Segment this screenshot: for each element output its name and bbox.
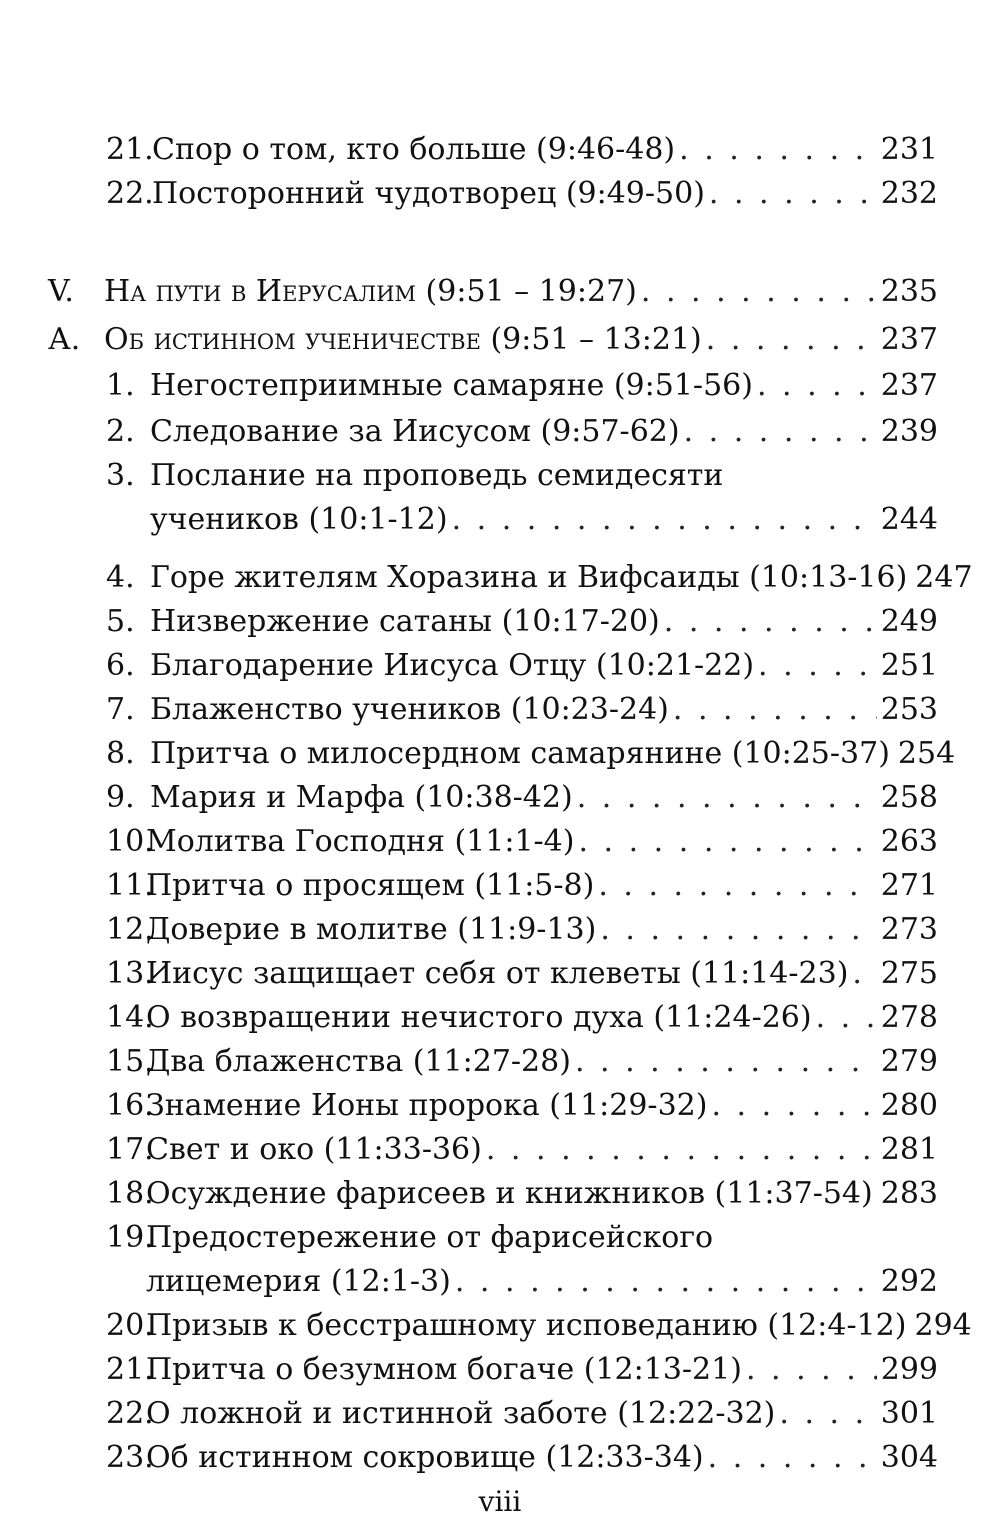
entry-title: учеников (10:1-12): [150, 502, 448, 537]
entry-title: Доверие в молитве (11:9-13): [146, 912, 597, 947]
toc-entry: [106, 1350, 938, 1390]
entry-number: 20.: [106, 1308, 154, 1343]
subsection-title: Об истинном ученичестве (9:51 – 13:21): [104, 322, 702, 357]
toc-entry: [106, 1306, 972, 1346]
entry-number: 9.: [106, 780, 135, 815]
entry-title: Следование за Иисусом (9:57-62): [150, 414, 680, 449]
entry-title: Иисус защищает себя от клеветы (11:14-23): [146, 956, 849, 991]
toc-entry: [106, 690, 938, 730]
toc-entry: [146, 1262, 938, 1302]
leader-dots: [577, 778, 877, 818]
leader-dots: [708, 1438, 877, 1478]
entry-page: 304: [880, 1440, 938, 1475]
entry-page: 275: [880, 956, 938, 991]
leader-dots: [746, 1350, 877, 1390]
entry-number: 8.: [106, 736, 135, 771]
entry-title: Спор о том, кто больше (9:46-48): [152, 132, 676, 167]
entry-number: 13.: [106, 956, 154, 991]
leader-dots: [673, 690, 877, 730]
toc-entry: [106, 1438, 938, 1478]
entry-title-line1: Послание на проповедь семидесяти: [150, 458, 724, 493]
section-page: 235: [880, 274, 938, 309]
entry-title: О возвращении нечистого духа (11:24-26): [146, 1000, 812, 1035]
leader-dots: [578, 822, 876, 862]
entry-title: Два блаженства (11:27-28): [146, 1044, 571, 1079]
entry-page: 279: [880, 1044, 938, 1079]
toc-entry: [106, 1394, 938, 1434]
entry-number: 10.: [106, 824, 154, 859]
subsection-number: А.: [48, 322, 81, 357]
entry-page: 231: [880, 132, 938, 167]
entry-page: 263: [880, 824, 938, 859]
entry-page: 280: [880, 1088, 938, 1123]
entry-page: 278: [880, 1000, 938, 1035]
entry-title: Негостеприимные самаряне (9:51-56): [150, 368, 753, 403]
entry-page: 237: [880, 368, 938, 403]
entry-page: 301: [880, 1396, 938, 1431]
entry-page: 254: [897, 736, 956, 771]
leader-dots: [664, 602, 877, 642]
entry-title: Благодарение Иисуса Отцу (10:21-22): [150, 648, 755, 683]
entry-number: 2.: [106, 414, 135, 449]
entry-page: 239: [880, 414, 938, 449]
leader-dots: [757, 366, 877, 406]
entry-number: 19.: [106, 1220, 154, 1255]
leader-dots: [486, 1130, 877, 1170]
entry-number: 22.: [106, 176, 154, 211]
section-title: На пути в Иерусалим (9:51 – 19:27): [104, 274, 637, 309]
toc-entry: [106, 1130, 938, 1170]
entry-title: Низвержение сатаны (10:17-20): [150, 604, 660, 639]
entry-number: 15.: [106, 1044, 154, 1079]
entry-number: 7.: [106, 692, 135, 727]
entry-page: 232: [880, 176, 938, 211]
entry-page: 247: [915, 560, 973, 595]
entry-page: 271: [880, 868, 938, 903]
leader-dots: [758, 646, 877, 686]
toc-entry: [106, 1086, 938, 1126]
subsection-page: 237: [880, 322, 938, 357]
entry-page: 251: [880, 648, 938, 683]
page-folio: viii: [478, 1485, 522, 1518]
leader-dots: [816, 998, 877, 1038]
toc-entry: [106, 130, 938, 170]
entry-number: 18.: [106, 1176, 154, 1211]
entry-number: 3.: [106, 458, 135, 493]
toc-entry: [106, 954, 938, 994]
entry-title: Блаженство учеников (10:23-24): [150, 692, 669, 727]
leader-dots: [684, 412, 877, 452]
entry-title: Свет и око (11:33-36): [146, 1132, 482, 1167]
entry-title: Притча о просящем (11:5-8): [146, 868, 595, 903]
entry-number: 21.: [106, 1352, 154, 1387]
toc-entry: [106, 866, 938, 906]
toc-entry: [106, 366, 938, 406]
leader-dots: [598, 866, 876, 906]
entry-page: 294: [914, 1308, 972, 1343]
leader-dots: [600, 910, 876, 950]
entry-title: О ложной и истинной заботе (12:22-32): [146, 1396, 776, 1431]
entry-number: 21.: [106, 132, 154, 167]
entry-number: 17.: [106, 1132, 154, 1167]
entry-title: Знамение Ионы пророка (11:29-32): [146, 1088, 708, 1123]
toc-entry: [106, 1042, 938, 1082]
entry-number: 4.: [106, 560, 135, 595]
leader-dots: [641, 272, 877, 312]
entry-number: 5.: [106, 604, 135, 639]
toc-entry: [106, 734, 956, 774]
entry-title: Притча о безумном богаче (12:13-21): [146, 1352, 742, 1387]
toc-section: [48, 272, 938, 312]
toc-entry: [106, 174, 938, 214]
entry-title-line1: Предостережение от фарисейского: [146, 1220, 714, 1255]
leader-dots: [679, 130, 877, 170]
toc-entry: [106, 822, 938, 862]
entry-page: 244: [880, 502, 938, 537]
leader-dots: [455, 1262, 877, 1302]
entry-page: 283: [880, 1176, 938, 1211]
entry-number: 11.: [106, 868, 154, 903]
entry-title: Молитва Господня (11:1-4): [146, 824, 575, 859]
toc-entry: [106, 412, 938, 452]
leader-dots: [575, 1042, 877, 1082]
entry-page: 292: [880, 1264, 938, 1299]
entry-title: лицемерия (12:1-3): [146, 1264, 451, 1299]
entry-title: Горе жителям Хоразина и Вифсаиды (10:13-16): [150, 560, 908, 595]
leader-dots: [711, 1086, 876, 1126]
toc-subsection: [48, 320, 938, 360]
entry-page: 281: [880, 1132, 938, 1167]
entry-number: 23.: [106, 1440, 154, 1475]
entry-title: Посторонний чудотворец (9:49-50): [152, 176, 705, 211]
leader-dots: [706, 320, 877, 360]
entry-page: 253: [880, 692, 938, 727]
entry-number: 6.: [106, 648, 135, 683]
section-number: V.: [48, 274, 74, 309]
entry-title: Притча о милосердном самарянине (10:25-37): [150, 736, 890, 771]
entry-number: 16.: [106, 1088, 154, 1123]
entry-title: Осуждение фарисеев и книжников (11:37-54): [146, 1176, 873, 1211]
toc-entry: [106, 778, 938, 818]
leader-dots: [709, 174, 877, 214]
entry-page: 249: [880, 604, 938, 639]
toc-entry: [106, 998, 938, 1038]
leader-dots: [779, 1394, 876, 1434]
toc-entry: [106, 910, 938, 950]
toc-entry: [106, 558, 973, 598]
leader-dots: [852, 954, 876, 994]
toc-entry: [106, 646, 938, 686]
entry-page: 258: [880, 780, 938, 815]
entry-title: Призыв к бесстрашному исповеданию (12:4-12): [146, 1308, 907, 1343]
toc-entry: [106, 602, 938, 642]
toc-entry: [106, 1174, 938, 1214]
entry-number: 1.: [106, 368, 135, 403]
entry-title: Мария и Марфа (10:38-42): [150, 780, 573, 815]
entry-title: Об истинном сокровище (12:33-34): [146, 1440, 704, 1475]
entry-number: 12.: [106, 912, 154, 947]
entry-page: 273: [880, 912, 938, 947]
toc-entry: [150, 500, 938, 540]
entry-number: 14.: [106, 1000, 154, 1035]
entry-number: 22.: [106, 1396, 154, 1431]
entry-page: 299: [880, 1352, 938, 1387]
leader-dots: [452, 500, 877, 540]
